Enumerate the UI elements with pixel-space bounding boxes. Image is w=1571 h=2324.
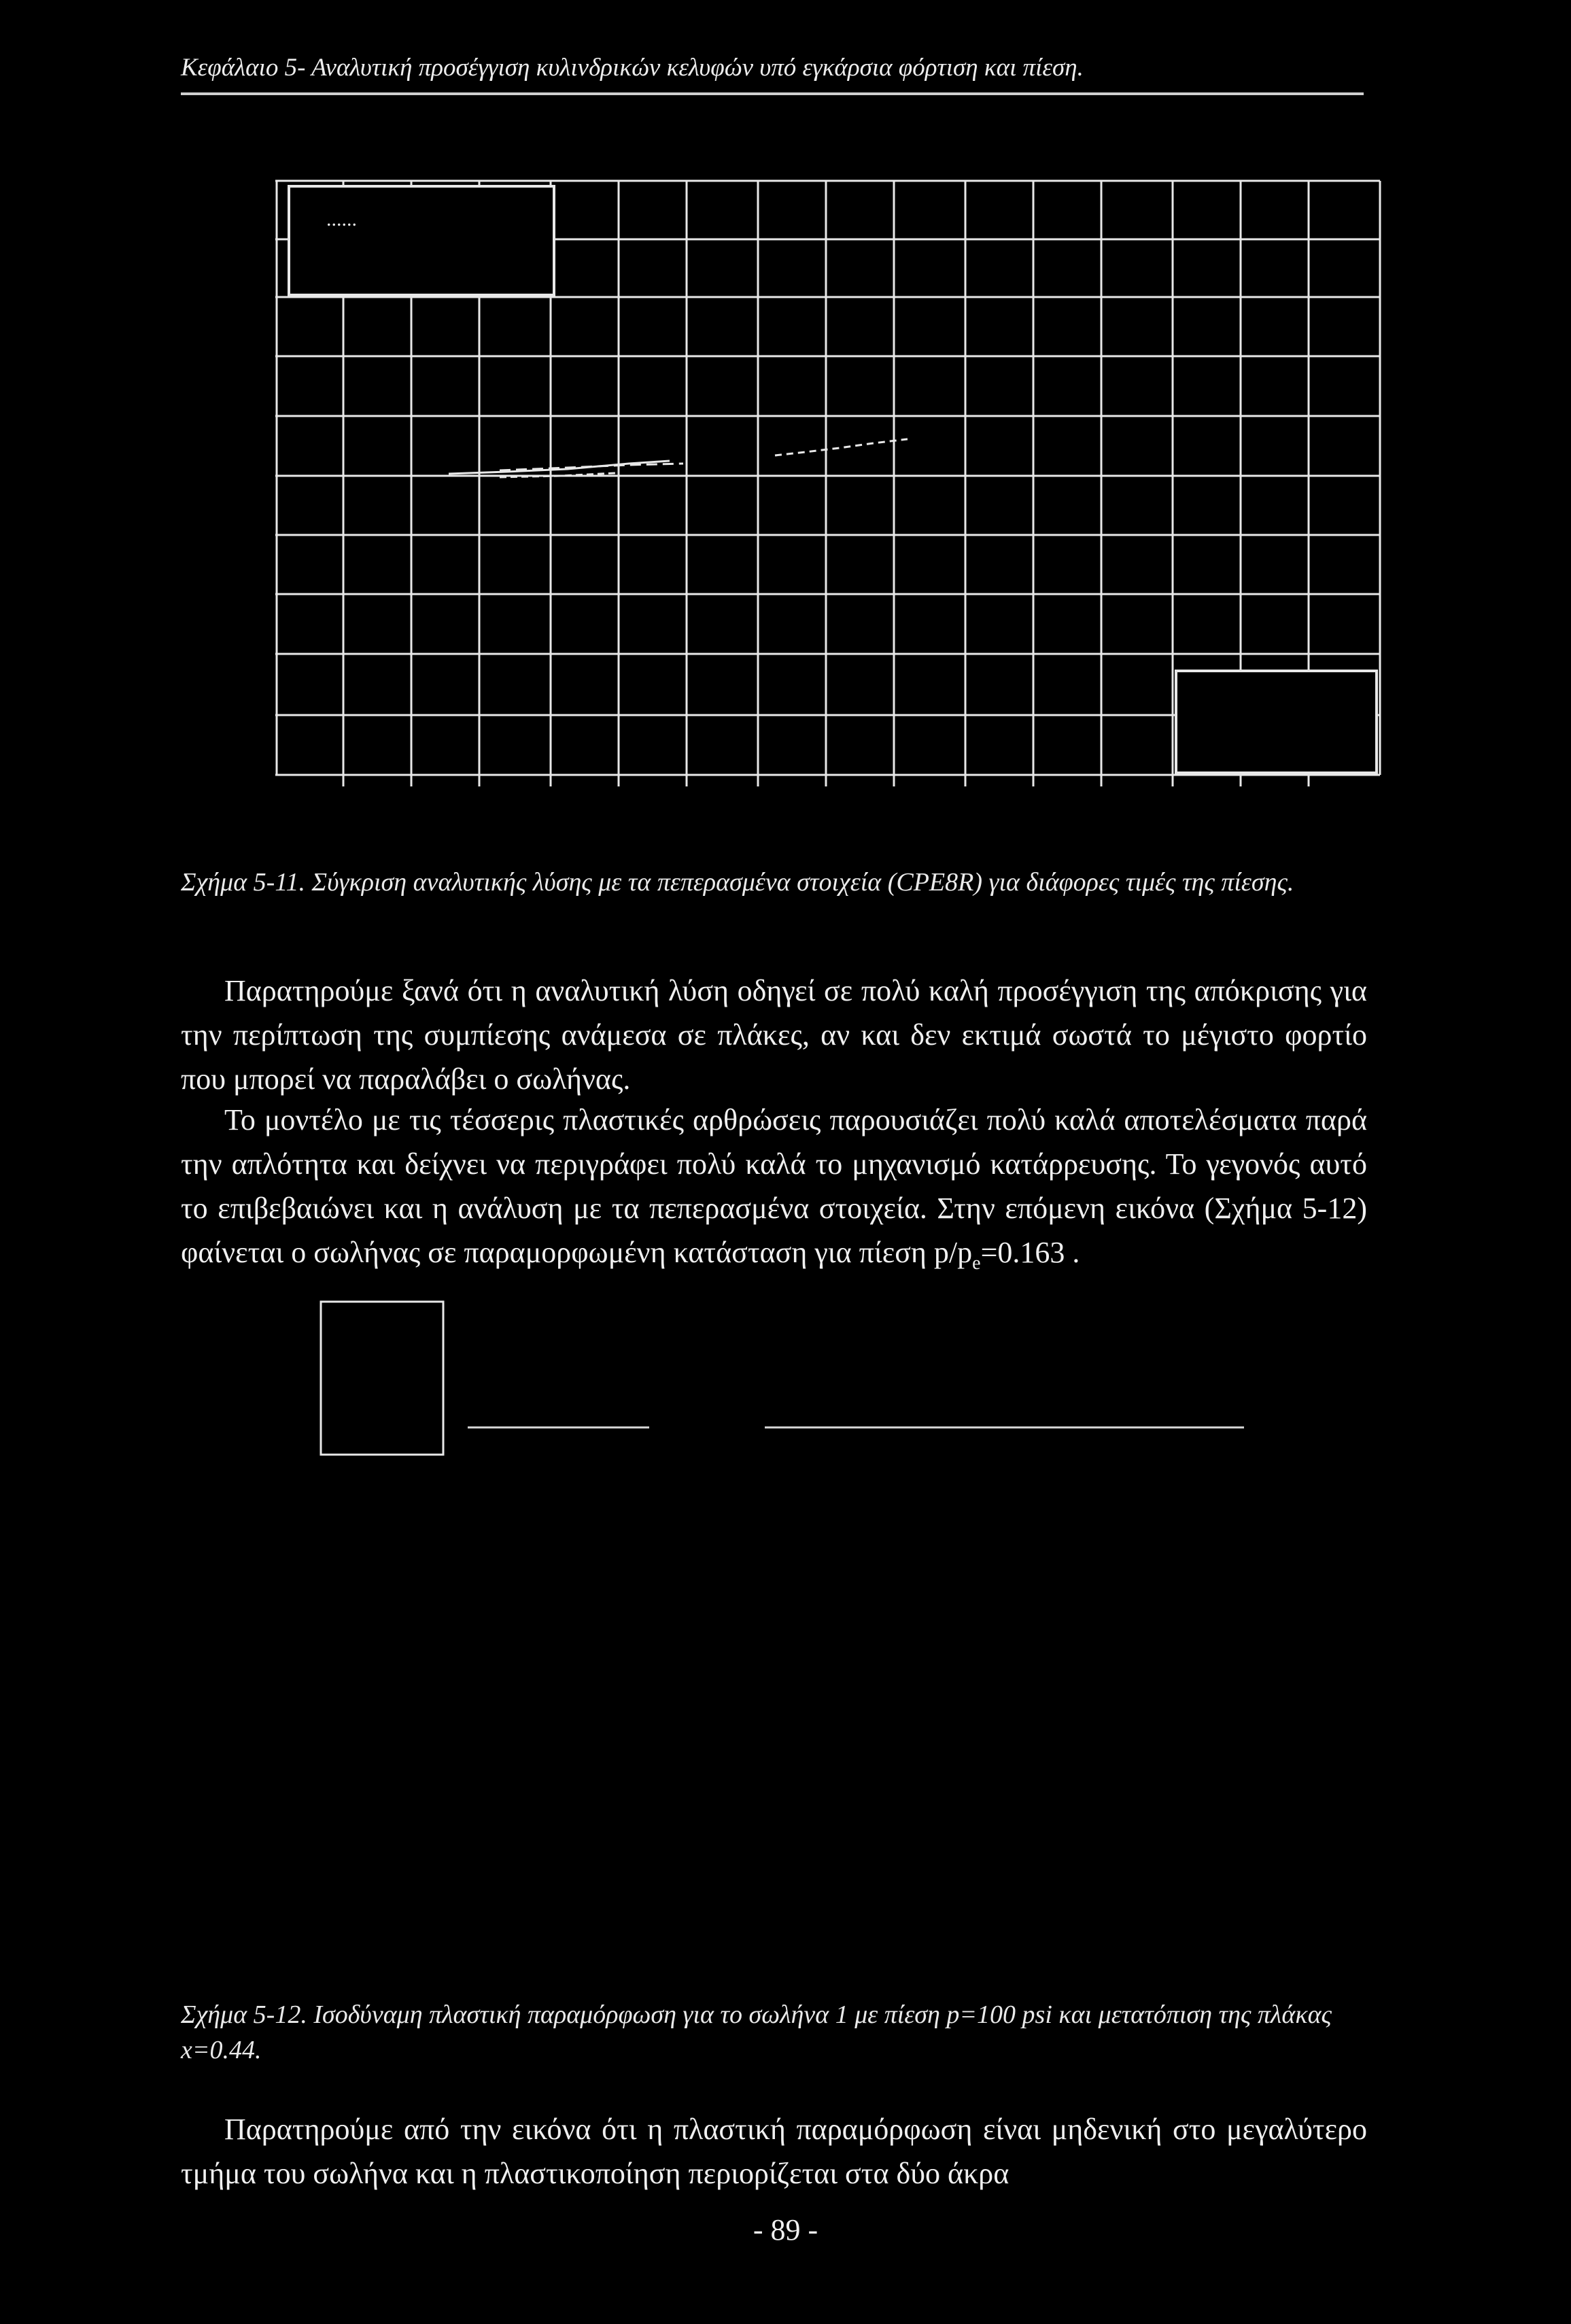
figure-caption-text: Ισοδύναμη πλαστική παραμόρφωση για το σωλήνα 1 με πίεση p=100 psi και μετατόπιση της πλάκας x=0.44. bbox=[181, 2000, 1332, 2064]
header-rule bbox=[181, 92, 1364, 95]
legend-box bbox=[289, 186, 554, 295]
contour-legend-box bbox=[321, 1302, 443, 1455]
paragraph-2-text: Το μοντέλο με τις τέσσερις πλαστικές αρθρώσεις παρουσιάζει πολύ καλά αποτελέσματα παρά την απλότητα και δείχνει να περιγράφει πολύ καλά το μηχανισμό κατάρρευσης. Το γεγονός αυτό το επιβεβαιώνει και η ανάλυση με τα πεπερασμένα στοιχεία. Στην επόμενη εικόνα (Σχήμα 5-12) φαίνεται ο σωλήνας σε παραμορφωμένη κατάσταση για πίεση p/p bbox=[181, 1103, 1367, 1269]
figure-label: Σχήμα 5-11. bbox=[181, 868, 306, 897]
paragraph-2 bbox=[181, 1098, 1367, 1285]
legend-marker: ...... bbox=[326, 208, 357, 230]
paragraph-2-end: =0.163 . bbox=[980, 1236, 1080, 1269]
paragraph-3: Παρατηρούμε από την εικόνα ότι η πλαστική παραμόρφωση είναι μηδενική στο μεγαλύτερο τμήμα του σωλήνα και η πλαστικοποίηση περιορίζεται στα δύο άκρα bbox=[181, 2113, 1367, 2190]
figure-label: Σχήμα 5-12. bbox=[181, 2000, 307, 2029]
body-paragraph-1 bbox=[181, 969, 1367, 1101]
figure-caption-text: Σύγκριση αναλυτικής λύσης με τα πεπερασμένα στοιχεία (CPE8R) για διάφορες τιμές της πίεσης. bbox=[305, 868, 1294, 897]
curve-fragments bbox=[449, 439, 908, 477]
figure-5-12-image bbox=[320, 1298, 1258, 1461]
figure-5-11-plot bbox=[275, 178, 1390, 790]
paragraph-2-subscript: e bbox=[972, 1252, 981, 1274]
page-number: - 89 - bbox=[753, 2213, 818, 2247]
inset-box bbox=[1176, 671, 1377, 773]
running-header: Κεφάλαιο 5- Αναλυτική προσέγγιση κυλινδρικών κελυφών υπό εγκάρσια φόρτιση και πίεση. bbox=[181, 54, 1084, 82]
body-paragraph-3 bbox=[181, 2107, 1367, 2196]
body-paragraph-2 bbox=[181, 1098, 1367, 1285]
figure-5-12-caption bbox=[181, 1997, 1367, 2068]
paragraph-1: Παρατηρούμε ξανά ότι η αναλυτική λύση οδηγεί σε πολύ καλή προσέγγιση της απόκρισης για την περίπτωση της συμπίεσης ανάμεσα σε πλάκες, αν και δεν εκτιμά σωστά το μέγιστο φορτίο που μπορεί να παραλάβει ο σωλήνας. bbox=[181, 974, 1367, 1096]
figure-5-11-caption bbox=[181, 865, 1367, 900]
